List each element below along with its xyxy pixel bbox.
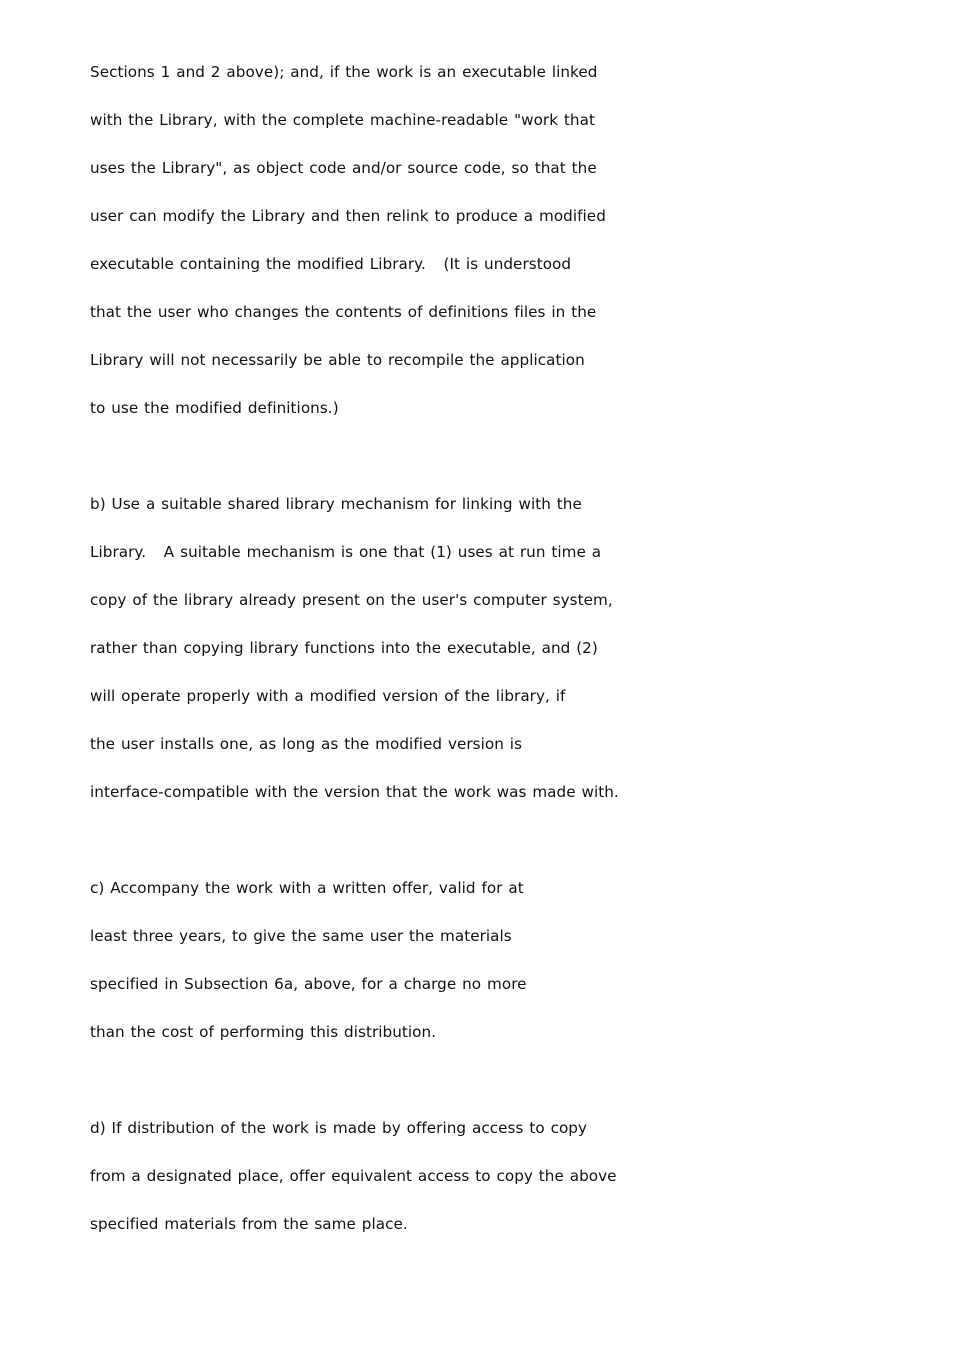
text-line: than the cost of performing this distribution. (90, 1023, 437, 1041)
text-line: copy of the library already present on the user's computer system, (90, 591, 613, 609)
text-line: Library. A suitable mechanism is one that (1) uses at run time a (90, 543, 602, 561)
text-line: specified in Subsection 6a, above, for a charge no more (90, 975, 527, 993)
text-line: c) Accompany the work with a written offer, valid for at (90, 879, 524, 897)
text-line: that the user who changes the contents of definitions files in the (90, 303, 597, 321)
text-line: the user installs one, as long as the modified version is (90, 735, 523, 753)
text-line: uses the Library", as object code and/or source code, so that the (90, 159, 597, 177)
text-line: least three years, to give the same user the materials (90, 927, 512, 945)
blank-line (90, 1066, 890, 1114)
text-line: with the Library, with the complete machine-readable "work that (90, 111, 595, 129)
text-line: Sections 1 and 2 above); and, if the work is an executable linked (90, 63, 598, 81)
text-line: specified materials from the same place. (90, 1215, 408, 1233)
text-line: user can modify the Library and then relink to produce a modified (90, 207, 606, 225)
license-text-body (90, 58, 890, 1258)
text-line: interface-compatible with the version that the work was made with. (90, 783, 619, 801)
text-line: b) Use a suitable shared library mechanism for linking with the (90, 495, 582, 513)
text-line: will operate properly with a modified version of the library, if (90, 687, 566, 705)
blank-line (90, 826, 890, 874)
text-line: executable containing the modified Library. (It is understood (90, 255, 572, 273)
text-line: from a designated place, offer equivalent access to copy the above (90, 1167, 617, 1185)
text-line: d) If distribution of the work is made by offering access to copy (90, 1119, 588, 1137)
blank-line (90, 442, 890, 490)
text-line: to use the modified definitions.) (90, 399, 339, 417)
text-line: Library will not necessarily be able to recompile the application (90, 351, 585, 369)
text-line: rather than copying library functions into the executable, and (2) (90, 639, 598, 657)
